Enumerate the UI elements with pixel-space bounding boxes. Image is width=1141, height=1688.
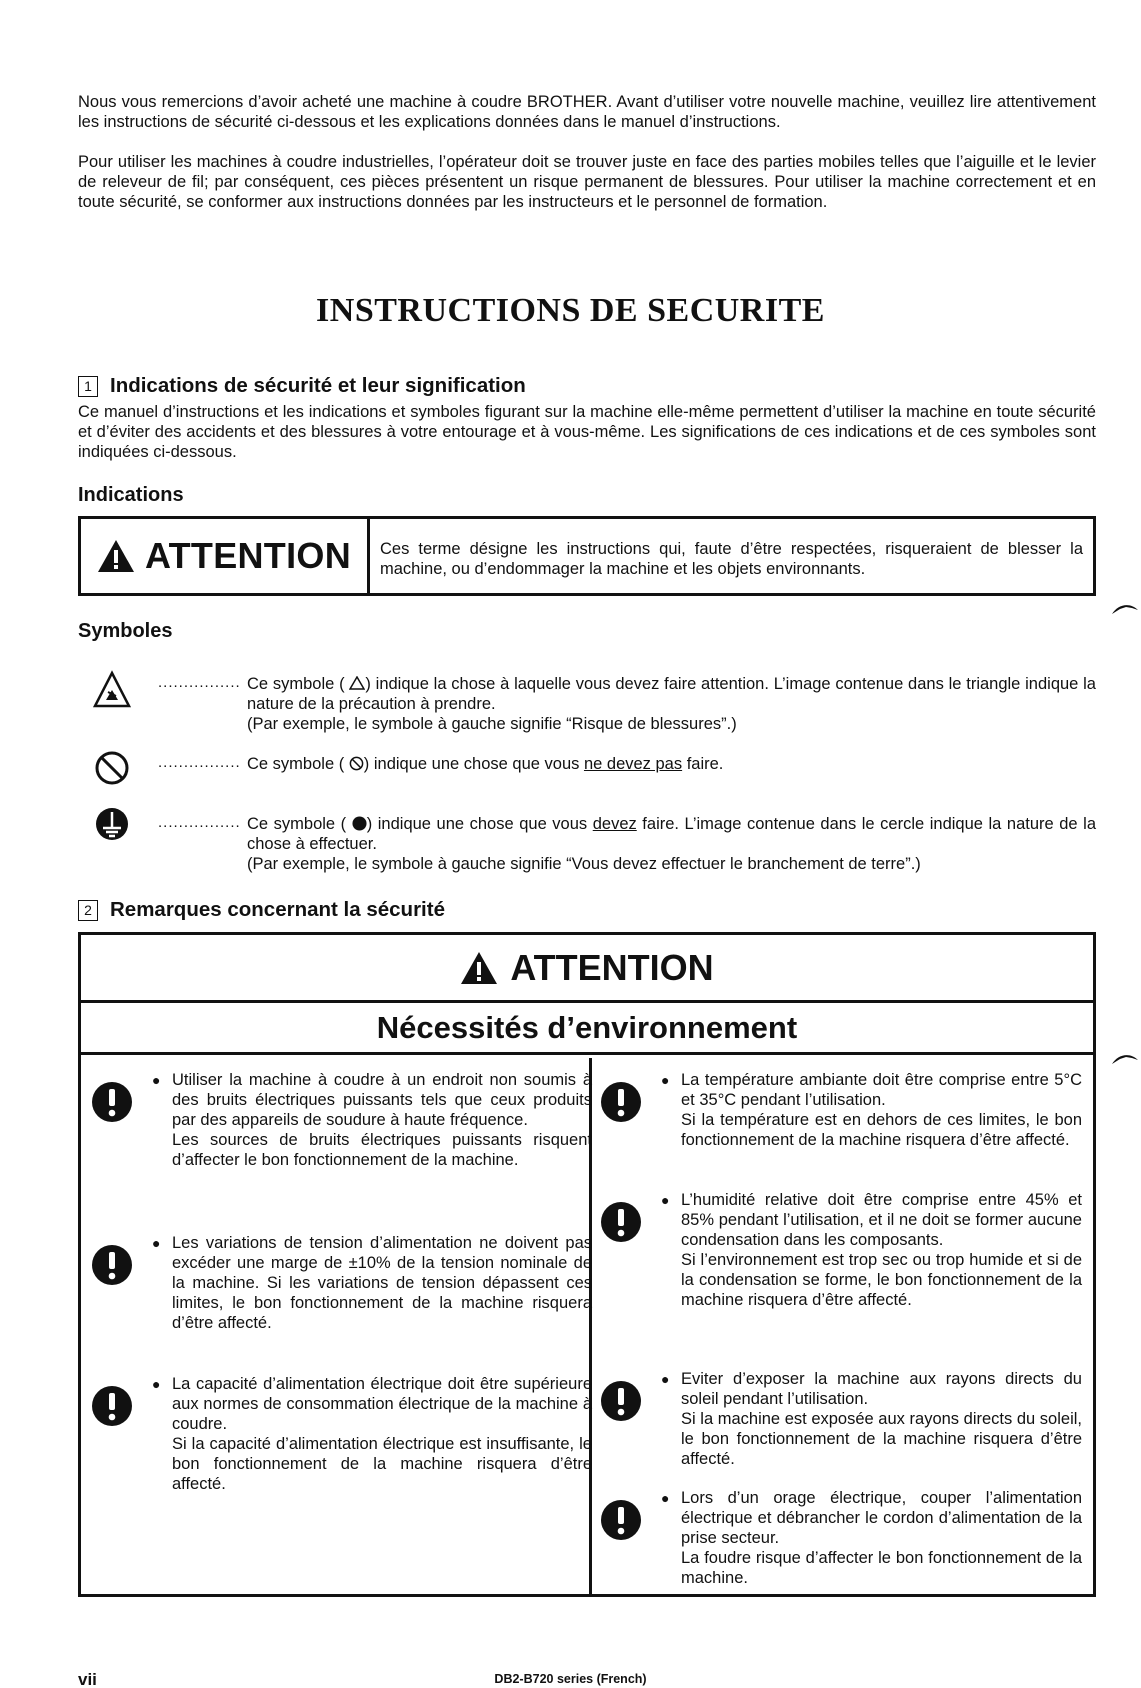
mandatory-exclamation-icon — [599, 1080, 643, 1124]
section-2-title: Remarques concernant la sécurité — [110, 898, 445, 921]
bullet: ● — [661, 1371, 670, 1387]
symbol-text-end: ) indique la chose à laquelle vous devez faire attention. L’image contenue dans le triangle indique la nature de la précaution à prendre. — [247, 675, 1096, 713]
symbol-row-mandatory — [78, 814, 1096, 878]
section-number-box: 1 — [78, 376, 98, 397]
requirement-note: Si la capacité d’alimentation électrique est insuffisante, le bon fonctionnement de la machine risquera d’être affecté. — [172, 1435, 592, 1493]
attention-description: Ces terme désigne les instructions qui, faute d’être respectées, risqueraient de blesser la machine, ou d’endommager la machine et les objets environnants. — [380, 540, 1083, 578]
intro-paragraph-2: Pour utiliser les machines à coudre industrielles, l’opérateur doit se trouver juste en face des parties mobiles telles que l’aiguille et le levier de releveur de fil; par conséquent, ces pièces présentent un risque permanent de blessures. Pour utiliser la machine correctement et en toute sécurité, se conformer aux instructions données par les instructeurs et le personnel de formation. — [78, 153, 1096, 211]
symbol-text-end: faire. — [682, 755, 724, 773]
requirement-text: Eviter d’exposer la machine aux rayons directs du soleil pendant l’utilisation. — [681, 1370, 1082, 1408]
symbol-example: (Par exemple, le symbole à gauche signifie “Risque de blessures”.) — [247, 715, 737, 733]
safety-remarks-table — [78, 932, 1096, 1597]
section-2-heading — [78, 898, 445, 922]
symbol-mandatory-text — [247, 814, 1096, 874]
requirement-text: Lors d’un orage électrique, couper l’alimentation électrique et débrancher le cordon d’alimentation de la prise secteur. — [681, 1489, 1082, 1547]
inline-triangle-icon — [349, 676, 365, 690]
requirement-text: Utiliser la machine à coudre à un endroit non soumis à des bruits électriques puissants tels que ceux produits par des appareils de soudure à haute fréquence. — [172, 1071, 592, 1129]
warning-triangle-icon — [97, 539, 135, 573]
mandatory-exclamation-icon — [90, 1384, 134, 1428]
symbol-caution-text — [247, 674, 1096, 734]
mandatory-exclamation-icon — [90, 1243, 134, 1287]
symbol-text-start: Ce symbole ( — [247, 815, 347, 833]
symbol-text-underlined: ne devez pas — [583, 755, 683, 773]
requirement-text: La capacité d’alimentation électrique doit être supérieure aux normes de consommation électrique de la machine à coudre. — [172, 1375, 592, 1433]
symbol-text-mid: ) indique une chose que vous — [363, 755, 584, 773]
page-edge-mark-icon — [1110, 1052, 1140, 1066]
bullet: ● — [661, 1192, 670, 1208]
attention-word: ATTENTION — [510, 946, 714, 988]
requirement-note: La foudre risque d’affecter le bon fonctionnement de la machine. — [681, 1549, 1082, 1587]
requirement-item — [152, 1374, 592, 1494]
bullet: ● — [152, 1072, 161, 1088]
prohibition-icon — [94, 750, 130, 786]
warning-triangle-icon — [460, 951, 498, 985]
requirement-text: La température ambiante doit être comprise entre 5°C et 35°C pendant l’utilisation. — [681, 1071, 1082, 1109]
section-1-heading — [78, 374, 526, 398]
requirement-item — [661, 1369, 1082, 1469]
inline-filled-circle-icon — [352, 816, 367, 831]
mandatory-exclamation-icon — [599, 1379, 643, 1423]
symbol-prohibition-text — [247, 754, 1096, 774]
symbol-leader-dots: ................ — [158, 754, 241, 771]
bullet: ● — [661, 1072, 670, 1088]
symbol-leader-dots: ................ — [158, 814, 241, 831]
mandatory-exclamation-icon — [599, 1200, 643, 1244]
mandatory-ground-icon — [94, 806, 130, 846]
symbol-text-mid: ) indique une chose que vous — [366, 815, 593, 833]
page-number: vii — [78, 1670, 97, 1688]
requirement-note: Si la température est en dehors de ces limites, le bon fonctionnement de la machine risquera d’être affecté. — [681, 1111, 1082, 1149]
symbol-row-prohibition — [78, 754, 1096, 794]
caution-triangle-icon — [92, 670, 132, 710]
requirement-text: L’humidité relative doit être comprise entre 45% et 85% pendant l’utilisation, et il ne doit se former aucune condensation dans les composants. — [681, 1191, 1082, 1249]
indications-heading: Indications — [78, 484, 184, 506]
inline-prohibition-icon — [349, 756, 364, 771]
intro-paragraph-1: Nous vous remercions d’avoir acheté une machine à coudre BROTHER. Avant d’utiliser votre nouvelle machine, veuillez lire attentivement les instructions de sécurité ci-dessous et les explications données dans le manuel d’instructions. — [78, 93, 1096, 131]
attention-header — [81, 935, 1093, 1003]
symbol-text-end: faire. L’image contenue dans le cercle indique la nature de la chose à effectuer. — [247, 815, 1097, 853]
requirements-columns — [81, 1058, 1093, 1594]
attention-word: ATTENTION — [144, 535, 351, 576]
document-series: DB2-B720 series (French) — [494, 1672, 647, 1686]
symbol-text-start: Ce symbole ( — [247, 675, 345, 693]
requirement-item — [661, 1488, 1082, 1588]
symbol-text-underlined: devez — [592, 815, 637, 833]
requirement-note: Les sources de bruits électriques puissants risquent d’affecter le bon fonctionnement de la machine. — [172, 1131, 592, 1169]
section-number-box: 2 — [78, 900, 98, 921]
mandatory-exclamation-icon — [90, 1080, 134, 1124]
requirement-item — [152, 1233, 592, 1333]
symbol-text-start: Ce symbole ( — [247, 755, 345, 773]
environment-requirements-title: Nécessités d’environnement — [81, 1003, 1093, 1055]
symbol-example: (Par exemple, le symbole à gauche signifie “Vous devez effectuer le branchement de terre”.) — [247, 855, 921, 873]
page-title: INSTRUCTIONS DE SECURITE — [316, 292, 825, 329]
requirement-item — [661, 1070, 1082, 1150]
requirement-item — [661, 1190, 1082, 1310]
requirement-note: Si la machine est exposée aux rayons directs du soleil, le bon fonctionnement de la machine risquera d’être affecté. — [681, 1410, 1082, 1468]
section-1-title: Indications de sécurité et leur signification — [110, 374, 526, 397]
bullet: ● — [661, 1490, 670, 1506]
symbol-leader-dots: ................ — [158, 674, 241, 691]
bullet: ● — [152, 1376, 161, 1392]
requirement-item — [152, 1070, 592, 1170]
attention-indication-box — [78, 516, 1096, 596]
mandatory-exclamation-icon — [599, 1498, 643, 1542]
bullet: ● — [152, 1235, 161, 1251]
symbol-row-caution — [78, 674, 1096, 738]
requirement-note: Si l’environnement est trop sec ou trop humide et si de la condensation se forme, le bon fonctionnement de la machine risquera d’être affecté. — [681, 1251, 1082, 1309]
symboles-heading: Symboles — [78, 620, 173, 642]
requirement-text: Les variations de tension d’alimentation ne doivent pas excéder une marge de ±10% de la tension nominale de la machine. Si les variations de tension dépassent ces limites, le bon fonctionnement de la machine risquera d’être affecté. — [172, 1234, 592, 1332]
section-1-description: Ce manuel d’instructions et les indications et symboles figurant sur la machine elle-même permettent d’utiliser la machine en toute sécurité et d’éviter des accidents et des blessures à votre entourage et à vous-même. Les significations de ces indications et de ces symboles sont indiquées ci-dessous. — [78, 403, 1096, 461]
attention-label-cell — [81, 519, 370, 593]
page-edge-mark-icon — [1110, 602, 1140, 616]
